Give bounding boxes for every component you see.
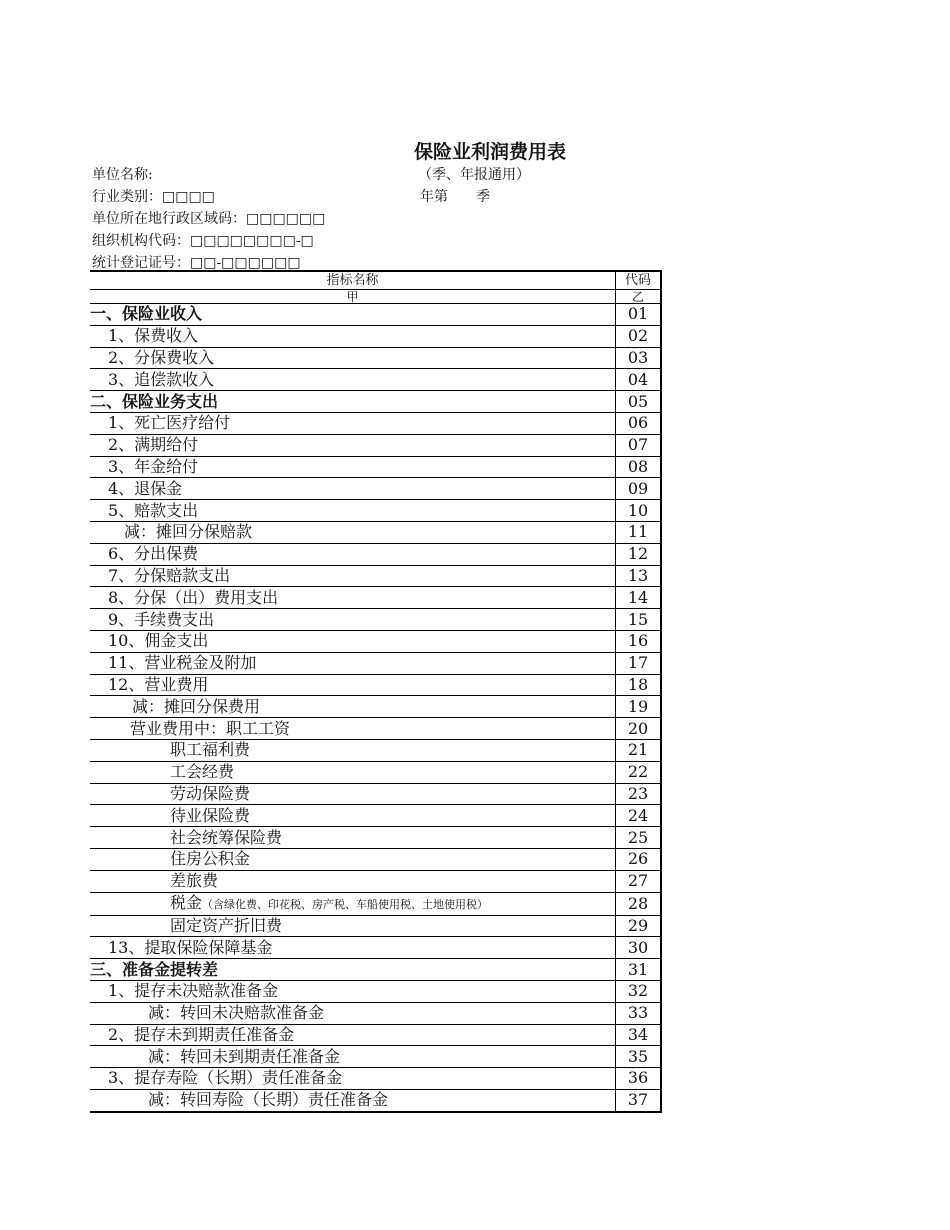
table-row: [90, 1002, 661, 1024]
row-code: 19: [616, 696, 662, 718]
row-label: 社会统筹保险费: [170, 827, 283, 847]
row-label: 10、佣金支出: [108, 631, 209, 651]
row-label-cell: [90, 369, 616, 391]
row-label: 劳动保险费: [170, 783, 251, 803]
profit-expense-table: [90, 270, 662, 1113]
row-label-cell: [90, 892, 616, 915]
table-row: [90, 1046, 661, 1068]
row-code: 10: [616, 500, 662, 522]
row-label-cell: [90, 980, 616, 1002]
row-label-cell: [90, 500, 616, 522]
stat-reg-label: 统计登记证号：□□-□□□□□□: [92, 255, 301, 271]
row-label: 减：转回未决赔款准备金: [148, 1003, 325, 1023]
row-code: 29: [616, 915, 662, 937]
row-label-cell: [90, 630, 616, 652]
table-row: [90, 1024, 661, 1046]
row-label-cell: [90, 739, 616, 761]
table-row: [90, 696, 661, 718]
row-code: 31: [616, 959, 662, 981]
row-code: 28: [616, 892, 662, 915]
row-code: 15: [616, 609, 662, 631]
row-code: 23: [616, 783, 662, 805]
table-row: [90, 674, 661, 696]
row-label: 工会经费: [170, 762, 235, 782]
row-label-cell: [90, 1046, 616, 1068]
table-row: [90, 434, 661, 456]
row-label-cell: [90, 783, 616, 805]
row-label: 2、分保费收入: [108, 347, 215, 367]
row-code: 24: [616, 805, 662, 827]
row-label: 营业费用中：职工工资: [130, 718, 291, 738]
row-label: 1、保费收入: [108, 326, 199, 346]
table-row: [90, 347, 661, 369]
table-row: [90, 456, 661, 478]
row-label-cell: [90, 543, 616, 565]
row-label-cell: [90, 696, 616, 718]
row-label: 差旅费: [170, 871, 219, 891]
row-label: 待业保险费: [170, 805, 251, 825]
row-label: 减：摊回分保费用: [132, 696, 261, 716]
row-label-cell: [90, 915, 616, 937]
row-label: 4、退保金: [108, 478, 183, 498]
table-row: [90, 521, 661, 543]
row-label: 三、准备金提转差: [90, 959, 219, 979]
row-label: 1、提存未决赔款准备金: [108, 981, 279, 1001]
row-label-cell: [90, 805, 616, 827]
row-label-cell: [90, 718, 616, 740]
table-row: [90, 783, 661, 805]
table-subheader-row: [90, 290, 661, 304]
row-label: 5、赔款支出: [108, 500, 199, 520]
table-row: [90, 478, 661, 500]
subheader-code: 乙: [616, 290, 662, 304]
row-code: 16: [616, 630, 662, 652]
row-label-cell: [90, 959, 616, 981]
row-code: 12: [616, 543, 662, 565]
row-code: 03: [616, 347, 662, 369]
row-label-cell: [90, 827, 616, 849]
table-row: [90, 739, 661, 761]
table-row: [90, 369, 661, 391]
row-label: 职工福利费: [170, 740, 251, 760]
org-code-label: 组织机构代码：□□□□□□□□-□: [92, 233, 314, 249]
row-code: 22: [616, 761, 662, 783]
row-label: 一、保险业收入: [90, 304, 203, 324]
row-label: 住房公积金: [170, 849, 251, 869]
row-label-cell: [90, 412, 616, 434]
row-code: 07: [616, 434, 662, 456]
row-label-cell: [90, 478, 616, 500]
table-row: [90, 652, 661, 674]
table-row: [90, 391, 661, 413]
row-label-cell: [90, 1068, 616, 1090]
row-label: 13、提取保险保障基金: [108, 937, 273, 957]
row-label-cell: [90, 565, 616, 587]
table-row: [90, 827, 661, 849]
report-title: 保险业利润费用表: [413, 141, 566, 163]
row-label: 2、提存未到期责任准备金: [108, 1024, 295, 1044]
subheader-name: 甲: [90, 290, 616, 304]
row-label-cell: [90, 325, 616, 347]
table-row: [90, 412, 661, 434]
row-label: 3、提存寿险（长期）责任准备金: [108, 1068, 343, 1088]
table-header-row: [90, 271, 661, 290]
industry-label: 行业类别：□□□□: [92, 189, 215, 205]
row-note: （含绿化费、印花税、房产税、车船使用税、土地使用税）: [202, 897, 489, 911]
row-code: 01: [616, 304, 662, 326]
unit-name-label: 单位名称:: [92, 167, 153, 183]
row-label-cell: [90, 848, 616, 870]
row-code: 35: [616, 1046, 662, 1068]
table-row: [90, 565, 661, 587]
row-code: 27: [616, 870, 662, 892]
table-row: [90, 630, 661, 652]
row-label-cell: [90, 609, 616, 631]
row-code: 09: [616, 478, 662, 500]
table-row: [90, 718, 661, 740]
row-label-cell: [90, 456, 616, 478]
row-label: 2、满期给付: [108, 435, 199, 455]
table-row: [90, 500, 661, 522]
row-label: 12、营业费用: [108, 674, 209, 694]
header-code: 代码: [616, 271, 662, 290]
row-label: 减：转回未到期责任准备金: [148, 1046, 341, 1066]
row-code: 18: [616, 674, 662, 696]
row-label: 1、死亡医疗给付: [108, 413, 231, 433]
row-code: 08: [616, 456, 662, 478]
table-row: [90, 325, 661, 347]
row-code: 02: [616, 325, 662, 347]
table-row: [90, 543, 661, 565]
row-code: 21: [616, 739, 662, 761]
row-label: 减：转回寿险（长期）责任准备金: [148, 1090, 389, 1110]
table-row: [90, 980, 661, 1002]
row-code: 36: [616, 1068, 662, 1090]
row-label: 减：摊回分保赔款: [124, 522, 253, 542]
row-code: 37: [616, 1089, 662, 1111]
table-row: [90, 915, 661, 937]
table-row: [90, 761, 661, 783]
row-label-cell: [90, 1089, 616, 1111]
table-row: [90, 1068, 661, 1090]
row-label-cell: [90, 1002, 616, 1024]
row-code: 17: [616, 652, 662, 674]
table-row: [90, 870, 661, 892]
year-quarter-label: 年第 季: [420, 189, 490, 205]
table-row: [90, 609, 661, 631]
row-label: 9、手续费支出: [108, 609, 215, 629]
row-code: 14: [616, 587, 662, 609]
table-row: [90, 937, 661, 959]
table-row: [90, 805, 661, 827]
row-label-cell: [90, 1024, 616, 1046]
row-label-cell: [90, 937, 616, 959]
row-code: 20: [616, 718, 662, 740]
row-label: 8、分保（出）费用支出: [108, 587, 279, 607]
region-code-label: 单位所在地行政区域码：□□□□□□: [92, 211, 326, 227]
row-label: 6、分出保费: [108, 544, 199, 564]
table-row: [90, 304, 661, 326]
table-row: [90, 587, 661, 609]
row-code: 33: [616, 1002, 662, 1024]
table-row: [90, 892, 661, 915]
row-label: 3、年金给付: [108, 456, 199, 476]
row-label-cell: [90, 652, 616, 674]
row-code: 04: [616, 369, 662, 391]
header-name: 指标名称: [90, 271, 616, 290]
row-code: 06: [616, 412, 662, 434]
table-row: [90, 959, 661, 981]
row-label-cell: [90, 587, 616, 609]
row-label: 7、分保赔款支出: [108, 565, 231, 585]
row-code: 30: [616, 937, 662, 959]
row-label-cell: [90, 434, 616, 456]
row-label: 二、保险业务支出: [90, 391, 219, 411]
row-label-cell: [90, 391, 616, 413]
row-code: 05: [616, 391, 662, 413]
row-label: 税金: [170, 892, 203, 912]
row-label-cell: [90, 304, 616, 326]
table-row: [90, 1089, 661, 1111]
row-label-cell: [90, 521, 616, 543]
row-label-cell: [90, 347, 616, 369]
row-label: 3、追偿款收入: [108, 369, 215, 389]
row-label-cell: [90, 761, 616, 783]
row-label: 固定资产折旧费: [170, 915, 283, 935]
row-label: 11、营业税金及附加: [108, 653, 257, 673]
row-label-cell: [90, 870, 616, 892]
row-code: 25: [616, 827, 662, 849]
period-note: （季、年报通用）: [418, 167, 530, 183]
row-code: 11: [616, 521, 662, 543]
row-code: 26: [616, 848, 662, 870]
row-code: 13: [616, 565, 662, 587]
row-code: 34: [616, 1024, 662, 1046]
table-row: [90, 848, 661, 870]
row-label-cell: [90, 674, 616, 696]
row-code: 32: [616, 980, 662, 1002]
